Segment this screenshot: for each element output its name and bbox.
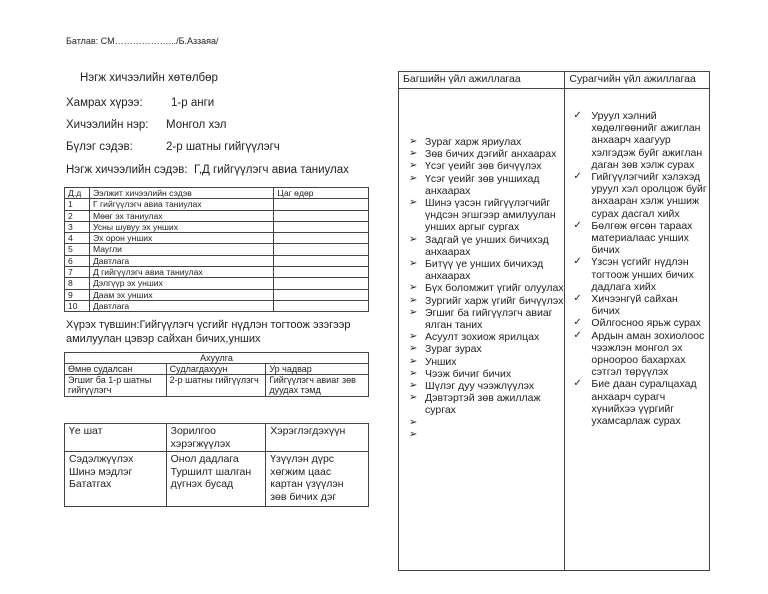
stages-header-row <box>65 424 369 452</box>
list-item <box>565 330 709 379</box>
progress-table <box>64 352 369 397</box>
list-item <box>399 197 564 234</box>
teacher-activity-header: Багшийн үйл ажиллагаа <box>399 72 565 89</box>
row-topic: Давтлага <box>89 300 273 311</box>
header-number: Д.д <box>65 188 90 199</box>
arrow-bullet-icon: ➢ <box>409 380 418 392</box>
activities-body-row <box>399 89 710 571</box>
stages-table <box>64 423 369 507</box>
check-bullet-icon: ✓ <box>573 317 582 329</box>
row-time <box>274 244 369 255</box>
list-item <box>399 429 564 441</box>
teacher-activity-list <box>399 136 564 441</box>
row-topic: Д гийгүүлэгч авиа таниулах <box>89 267 273 278</box>
row-time <box>274 233 369 244</box>
row-time <box>274 267 369 278</box>
row-time <box>274 255 369 266</box>
arrow-bullet-icon: ➢ <box>409 355 418 367</box>
unit-topic-value: Г,Д гийгүүлэгч авиа таниулах <box>194 164 349 176</box>
arrow-bullet-icon: ➢ <box>409 343 418 355</box>
row-number: 2 <box>65 210 90 221</box>
arrow-bullet-icon: ➢ <box>409 416 418 428</box>
check-bullet-icon: ✓ <box>573 293 582 305</box>
list-item <box>565 256 709 293</box>
list-item <box>399 417 564 429</box>
row-number: 10 <box>65 300 90 311</box>
table-row <box>65 300 369 311</box>
teacher-activity-text: Эгшиг ба гийгүүлэгч авиаг ялган таних <box>425 306 553 332</box>
teacher-activity-text: Зургийг харж үгийг бичүүлэх <box>425 294 564 307</box>
row-time <box>274 289 369 300</box>
row-topic: Эх орон унших <box>89 233 273 244</box>
student-activity-text: Уруул хэлний хөдөлгөөнийг ажиглан анхаарч хаагуур хэлгэдэж буйг ажиглан даган зөв хэлж сурах <box>591 110 703 171</box>
goal-text: Хүрэх түвшин:Гийгүүлэгч үсгийг нүдлэн тогтоож эзэгээр амилуулан цэвэр сайхан бичих,унших <box>66 319 351 345</box>
progress-header-row <box>65 364 369 375</box>
table-row <box>65 452 369 507</box>
list-item <box>399 307 564 331</box>
list-item <box>399 295 564 307</box>
row-time <box>274 300 369 311</box>
arrow-bullet-icon: ➢ <box>409 172 418 184</box>
teacher-activity-text: Бүх боломжит үгийг олуулах <box>425 282 564 295</box>
header-materials: Хэрэглэгдэхүүн <box>266 424 369 452</box>
arrow-bullet-icon: ➢ <box>409 233 418 245</box>
list-item <box>399 380 564 392</box>
arrow-bullet-icon: ➢ <box>409 306 418 318</box>
teacher-activity-text: Шүлэг дуу чээжлүүлэх <box>425 380 535 393</box>
list-item <box>399 368 564 380</box>
check-bullet-icon: ✓ <box>573 378 582 390</box>
row-number: 3 <box>65 221 90 232</box>
list-item <box>565 317 709 329</box>
teacher-activity-text: Зөв бичих дэгийг анхаарах <box>425 148 557 161</box>
row-number: 1 <box>65 199 90 210</box>
student-activity-text: Бөлгөж өгсөн тараах материалаас унших бичих <box>591 219 693 257</box>
row-time <box>274 199 369 210</box>
row-number: 7 <box>65 267 90 278</box>
teacher-activity-text: Шинэ үзсэн гийгүүлэгчийг үндсэн эгшгээр амилуулан унших аргыг сургах <box>425 197 556 234</box>
detail-label-subject: Хичээлийн нэр: <box>66 119 149 131</box>
header-stage: Үе шат <box>65 424 167 452</box>
row-topic: Мөөг эх таниулах <box>89 210 273 221</box>
teacher-activity-text: Дэвтэртэй зөв ажиллаж сургах <box>425 392 541 417</box>
check-bullet-icon: ✓ <box>573 219 582 231</box>
row-topic: Дэлгүүр эх унших <box>89 278 273 289</box>
student-activity-header: Сурагчийн үйл ажиллагаа <box>565 72 710 89</box>
lesson-plan-title: Нэгж хичээлийн хөтөлбөр <box>80 72 218 84</box>
row-topic: Г гийгүүлэгч авиа таниулах <box>89 199 273 210</box>
list-item <box>565 110 709 171</box>
check-bullet-icon: ✓ <box>573 256 582 268</box>
approved-by: Батлав: СМ……………….../Б.Аззаяа/ <box>66 36 219 46</box>
table-row <box>65 375 369 397</box>
arrow-bullet-icon: ➢ <box>409 197 418 209</box>
row-number: 4 <box>65 233 90 244</box>
teacher-activity-text: Үсэг үеийг зөв бичүүлэх <box>425 160 542 173</box>
row-topic: Даам эх унших <box>89 289 273 300</box>
topics-table <box>64 187 369 312</box>
arrow-bullet-icon: ➢ <box>409 282 418 294</box>
row-number: 9 <box>65 289 90 300</box>
teacher-activity-text: Задгай үе унших бичихэд анхаарах <box>425 233 549 258</box>
arrow-bullet-icon: ➢ <box>409 258 418 270</box>
teacher-activity-text: Унших <box>425 355 457 368</box>
list-item <box>399 282 564 294</box>
teacher-activity-text: Чээж бичиг бичих <box>425 367 512 380</box>
table-row <box>65 289 369 300</box>
table-row <box>65 221 369 232</box>
row-topic: Давтлага <box>89 255 273 266</box>
detail-value-subject: Монгол хэл <box>166 119 227 131</box>
list-item <box>399 331 564 343</box>
header-content: Судлагдахуун <box>166 364 266 375</box>
teacher-activity-text: Битүү үе унших бичихэд анхаарах <box>425 258 544 283</box>
table-row <box>65 244 369 255</box>
arrow-bullet-icon: ➢ <box>409 148 418 160</box>
header-time: Цаг өдөр <box>274 188 369 199</box>
progress-title: Ахуулга <box>65 353 369 364</box>
cell-skill: Гийгүүлэгч авиаг зөв дуудах тэмд <box>266 375 369 397</box>
check-bullet-icon: ✓ <box>573 329 582 341</box>
table-row <box>65 267 369 278</box>
list-item <box>399 173 564 197</box>
activities-table <box>398 71 710 571</box>
student-activity-cell <box>565 89 710 571</box>
student-activity-text: Хичээнгүй сайхан бичих <box>591 293 678 318</box>
teacher-activity-text: Үсэг үеийг зөв уншихад анхаарах <box>425 172 540 197</box>
student-activity-list <box>565 110 709 427</box>
arrow-bullet-icon: ➢ <box>409 136 418 147</box>
row-topic: Усны шувуу эх унших <box>89 221 273 232</box>
row-topic: Маугли <box>89 244 273 255</box>
row-time <box>274 221 369 232</box>
cell-content: 2-р шатны гийгүүлэгч <box>166 375 266 397</box>
row-number: 5 <box>65 244 90 255</box>
arrow-bullet-icon: ➢ <box>409 160 418 172</box>
unit-topic-label: Нэгж хичээлийн сэдэв: <box>66 164 188 176</box>
detail-value-chapter: 2-р шатны гийгүүлэгч <box>166 141 280 153</box>
list-item <box>399 136 564 148</box>
cell-stage: Сэдэлжүүлэх Шинэ мэдлэг Бататгах <box>65 452 167 507</box>
teacher-activity-text: Зураг харж яриулах <box>425 136 522 148</box>
arrow-bullet-icon: ➢ <box>409 392 418 404</box>
student-activity-text: Ардын аман зохиолоос чээжлэн монгол эх орноороо бахархах сэтгэл төрүүлэх <box>591 329 705 379</box>
arrow-bullet-icon: ➢ <box>409 331 418 343</box>
student-activity-text: Үзсэн үсгийг нүдлэн тогтоож унших бичих дадлага хийх <box>591 256 694 293</box>
arrow-bullet-icon: ➢ <box>409 294 418 306</box>
teacher-activity-cell <box>399 89 565 571</box>
detail-label-chapter: Бүлэг сэдэв: <box>66 141 133 153</box>
topics-header-row <box>65 188 369 199</box>
list-item <box>565 378 709 427</box>
list-item <box>565 293 709 317</box>
list-item <box>399 343 564 355</box>
list-item <box>565 171 709 220</box>
check-bullet-icon: ✓ <box>573 171 582 183</box>
arrow-bullet-icon: ➢ <box>409 428 418 440</box>
header-skill: Ур чадвар <box>266 364 369 375</box>
header-previous: Өмнө судалсан <box>65 364 167 375</box>
detail-label-scope: Хамрах хүрээ: <box>66 97 143 109</box>
list-item <box>399 258 564 282</box>
table-row <box>65 233 369 244</box>
row-time <box>274 210 369 221</box>
cell-objective: Онол дадлага Туршилт шалган дүгнэх бусад <box>166 452 266 507</box>
table-row <box>65 278 369 289</box>
arrow-bullet-icon: ➢ <box>409 367 418 379</box>
cell-materials: Үзүүлэн дүрс хөгжим цаас картан үзүүлэн зөв бичих дэг <box>266 452 369 507</box>
list-item <box>399 234 564 258</box>
table-row <box>65 199 369 210</box>
activities-header-row <box>399 72 710 89</box>
cell-previous: Эгшиг ба 1-р шатны гийгүүлэгч <box>65 375 167 397</box>
header-objective: Зорилгоо хэрэгжүүлэх <box>166 424 266 452</box>
table-row <box>65 210 369 221</box>
header-topic: Ээлжит хичээлийн сэдэв <box>89 188 273 199</box>
table-row <box>65 255 369 266</box>
check-bullet-icon: ✓ <box>573 110 582 121</box>
row-time <box>274 278 369 289</box>
detail-value-scope: 1-р анги <box>171 97 215 109</box>
teacher-activity-text: Асуулт зохиож ярилцах <box>425 331 540 344</box>
row-number: 6 <box>65 255 90 266</box>
row-number: 8 <box>65 278 90 289</box>
list-item <box>565 220 709 257</box>
student-activity-text: Гийгүүлэгчийг хэлэхэд уруул хэл оролцож буйг анхааран хэлж уншиж сурах дасгал хийх <box>591 171 707 220</box>
list-item <box>399 392 564 416</box>
list-item <box>399 148 564 160</box>
teacher-activity-text: Зураг зурах <box>425 343 482 356</box>
list-item <box>399 160 564 172</box>
list-item <box>399 356 564 368</box>
student-activity-text: Ойлгосноо ярьж сурах <box>591 317 701 330</box>
student-activity-text: Бие даан суралцахад анхаарч сурагч хүнийхээ үүргийг ухамсарлаж сурах <box>591 378 697 428</box>
progress-title-row <box>65 353 369 364</box>
